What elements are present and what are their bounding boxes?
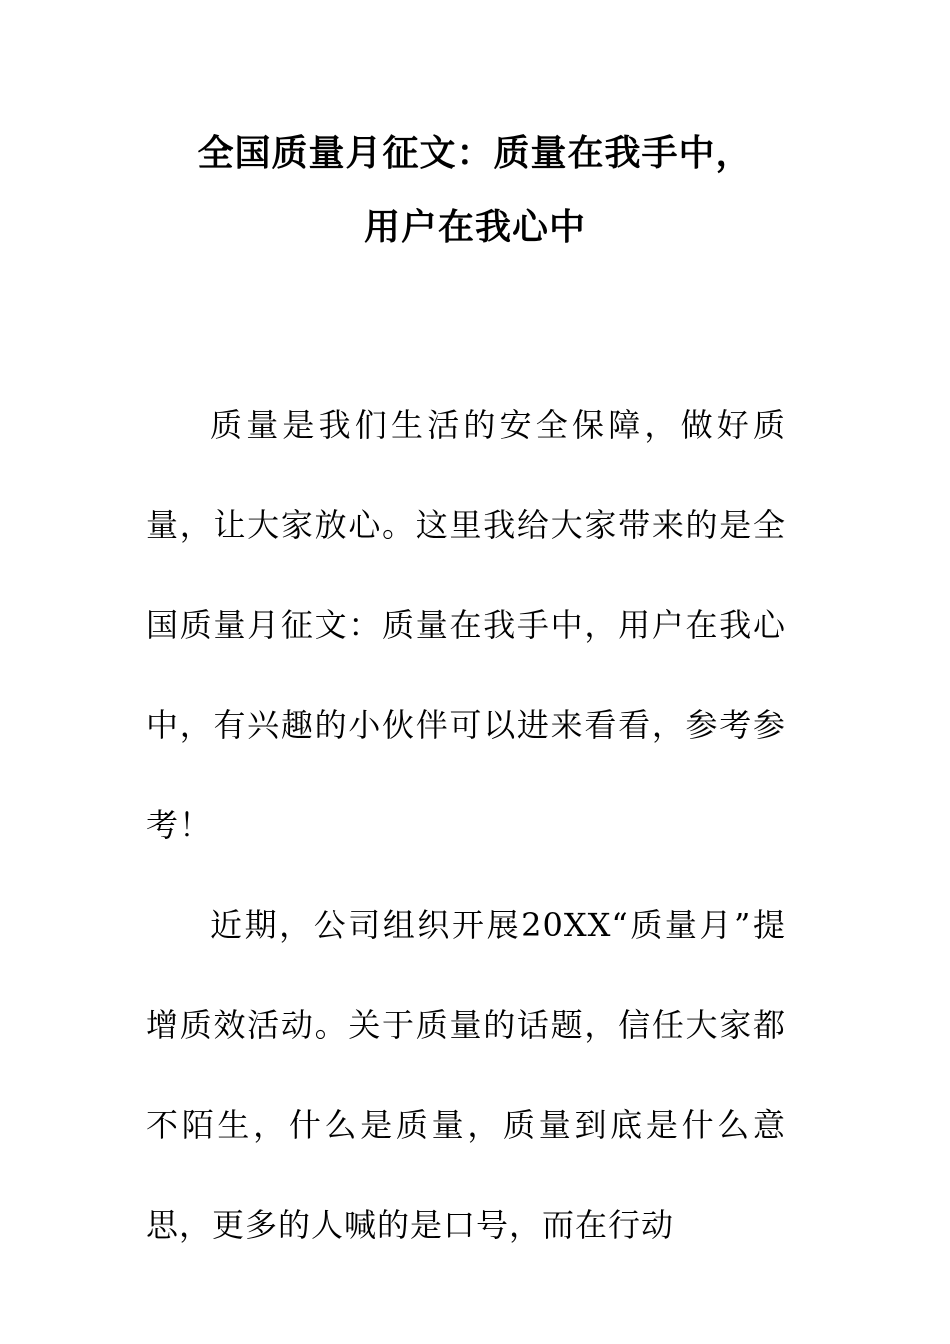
document-body — [146, 375, 786, 1275]
paragraph-2: 近期，公司组织开展20XX“质量月”提增质效活动。关于质量的话题，信任大家都不陌生，什么是质量，质量到底是什么意思，更多的人喊的是口号，而在行动 — [146, 906, 786, 1244]
paragraph-1: 质量是我们生活的安全保障，做好质量，让大家放心。这里我给大家带来的是全国质量月征文：质量在我手中，用户在我心中，有兴趣的小伙伴可以进来看看，参考参考！ — [146, 406, 786, 844]
document-title-line-1: 全国质量月征文：质量在我手中， — [197, 133, 753, 174]
document-title-line-2: 用户在我心中 — [363, 207, 586, 248]
